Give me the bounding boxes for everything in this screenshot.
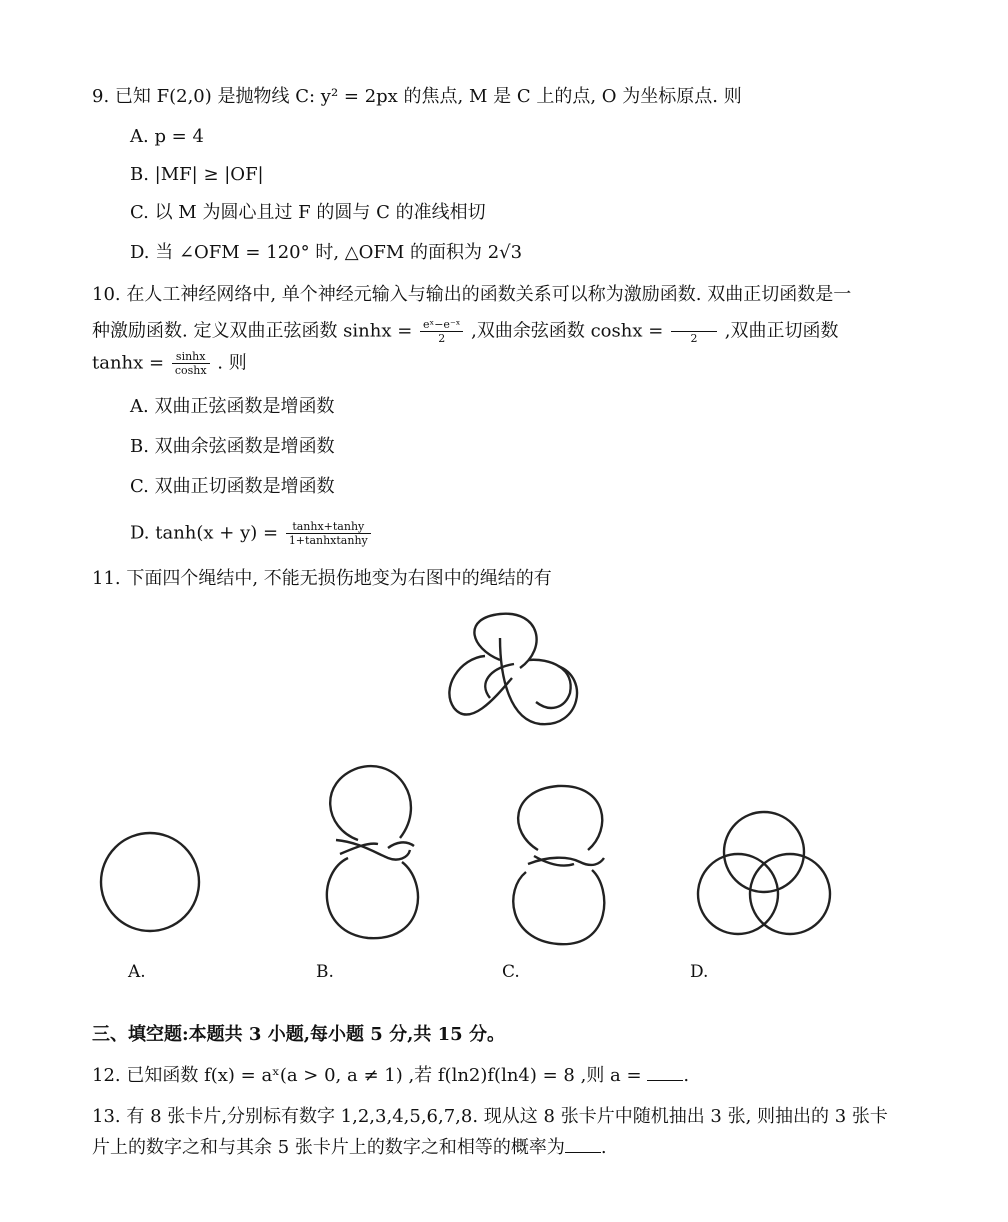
q10-option-c: C. 双曲正切函数是增函数 bbox=[130, 476, 335, 497]
q10-option-d bbox=[130, 520, 373, 547]
q10-line2 bbox=[92, 318, 839, 345]
knot-label-b: B. bbox=[316, 962, 334, 982]
q13-line1: 13. 有 8 张卡片,分别标有数字 1,2,3,4,5,6,7,8. 现从这 8 张卡片中随机抽出 3 张, 则抽出的 3 张卡 bbox=[92, 1106, 888, 1127]
q10-line3-prefix: tanhx = bbox=[92, 352, 165, 374]
q10-option-d-prefix: D. tanh(x + y) = bbox=[130, 522, 279, 544]
q9-stem: 9. 已知 F(2,0) 是抛物线 C: y² = 2px 的焦点, M 是 C 上的点, O 为坐标原点. 则 bbox=[92, 86, 742, 107]
q10-option-b: B. 双曲余弦函数是增函数 bbox=[130, 436, 335, 457]
q9-option-b: B. |MF| ≥ |OF| bbox=[130, 164, 264, 185]
q10-option-a: A. 双曲正弦函数是增函数 bbox=[130, 396, 335, 417]
q12-answer-blank[interactable] bbox=[647, 1064, 683, 1081]
cosh-fraction bbox=[671, 318, 717, 345]
q10-line2-mid: ,双曲余弦函数 coshx = bbox=[471, 320, 664, 342]
knot-c bbox=[508, 780, 618, 960]
q13-line2 bbox=[92, 1136, 607, 1159]
q13-answer-blank[interactable] bbox=[565, 1136, 601, 1153]
reference-trefoil-knot bbox=[440, 608, 600, 738]
section-3-points: 5 bbox=[370, 1024, 383, 1045]
section-3-count: 3 bbox=[248, 1024, 262, 1045]
q9-option-c: C. 以 M 为圆心且过 F 的圆与 C 的准线相切 bbox=[130, 202, 486, 223]
section-3-suffix: 分。 bbox=[462, 1024, 505, 1045]
sinh-denominator: 2 bbox=[438, 332, 446, 345]
sinh-fraction bbox=[420, 318, 463, 345]
section-3-prefix: 三、填空题:本题共 bbox=[92, 1024, 249, 1045]
section-3-total: 15 bbox=[437, 1024, 463, 1045]
tanh-sum-fraction bbox=[286, 520, 371, 547]
cosh-denominator: 2 bbox=[690, 332, 698, 345]
tanh-sum-numerator: tanhx+tanhy bbox=[286, 520, 371, 534]
knot-b bbox=[318, 762, 428, 942]
q10-line3-suffix: . 则 bbox=[217, 352, 247, 374]
q11-stem: 11. 下面四个绳结中, 不能无损伤地变为右图中的绳结的有 bbox=[92, 568, 552, 589]
q9-option-a: A. p = 4 bbox=[130, 126, 204, 147]
knot-label-a: A. bbox=[128, 962, 146, 982]
section-3-mid1: 小题,每小题 bbox=[261, 1024, 371, 1045]
tanh-denominator: coshx bbox=[174, 364, 207, 377]
q10-line2-prefix: 种激励函数. 定义双曲正弦函数 sinhx = bbox=[92, 320, 413, 342]
q12-text: 12. 已知函数 f(x) = aˣ(a > 0, a ≠ 1) ,若 f(ln2)f(ln4) = 8 ,则 a = bbox=[92, 1065, 642, 1086]
q9-option-d: D. 当 ∠OFM = 120° 时, △OFM 的面积为 2√3 bbox=[130, 242, 523, 263]
tanh-fraction bbox=[172, 350, 210, 377]
knot-a-unknot bbox=[98, 830, 208, 940]
q10-line1: 10. 在人工神经网络中, 单个神经元输入与输出的函数关系可以称为激励函数. 双曲正切函数是一 bbox=[92, 284, 852, 305]
sinh-numerator: eˣ−e⁻ˣ bbox=[420, 318, 463, 332]
q10-line2-suffix: ,双曲正切函数 bbox=[724, 320, 839, 342]
knot-d bbox=[694, 810, 834, 940]
q13-line2-text: 片上的数字之和与其余 5 张卡片上的数字之和相等的概率为 bbox=[92, 1137, 565, 1158]
q12-end: . bbox=[683, 1065, 690, 1086]
knot-label-c: C. bbox=[502, 962, 520, 982]
q12 bbox=[92, 1064, 689, 1087]
cosh-numerator-obscured bbox=[671, 318, 717, 332]
tanh-numerator: sinhx bbox=[172, 350, 210, 364]
section-3-mid2: 分,共 bbox=[382, 1024, 438, 1045]
tanh-sum-denominator: 1+tanhxtanhy bbox=[288, 534, 368, 547]
q10-line3 bbox=[92, 350, 247, 377]
knot-label-d: D. bbox=[690, 962, 709, 982]
q13-end: . bbox=[600, 1137, 607, 1158]
section-3-heading bbox=[92, 1024, 505, 1046]
